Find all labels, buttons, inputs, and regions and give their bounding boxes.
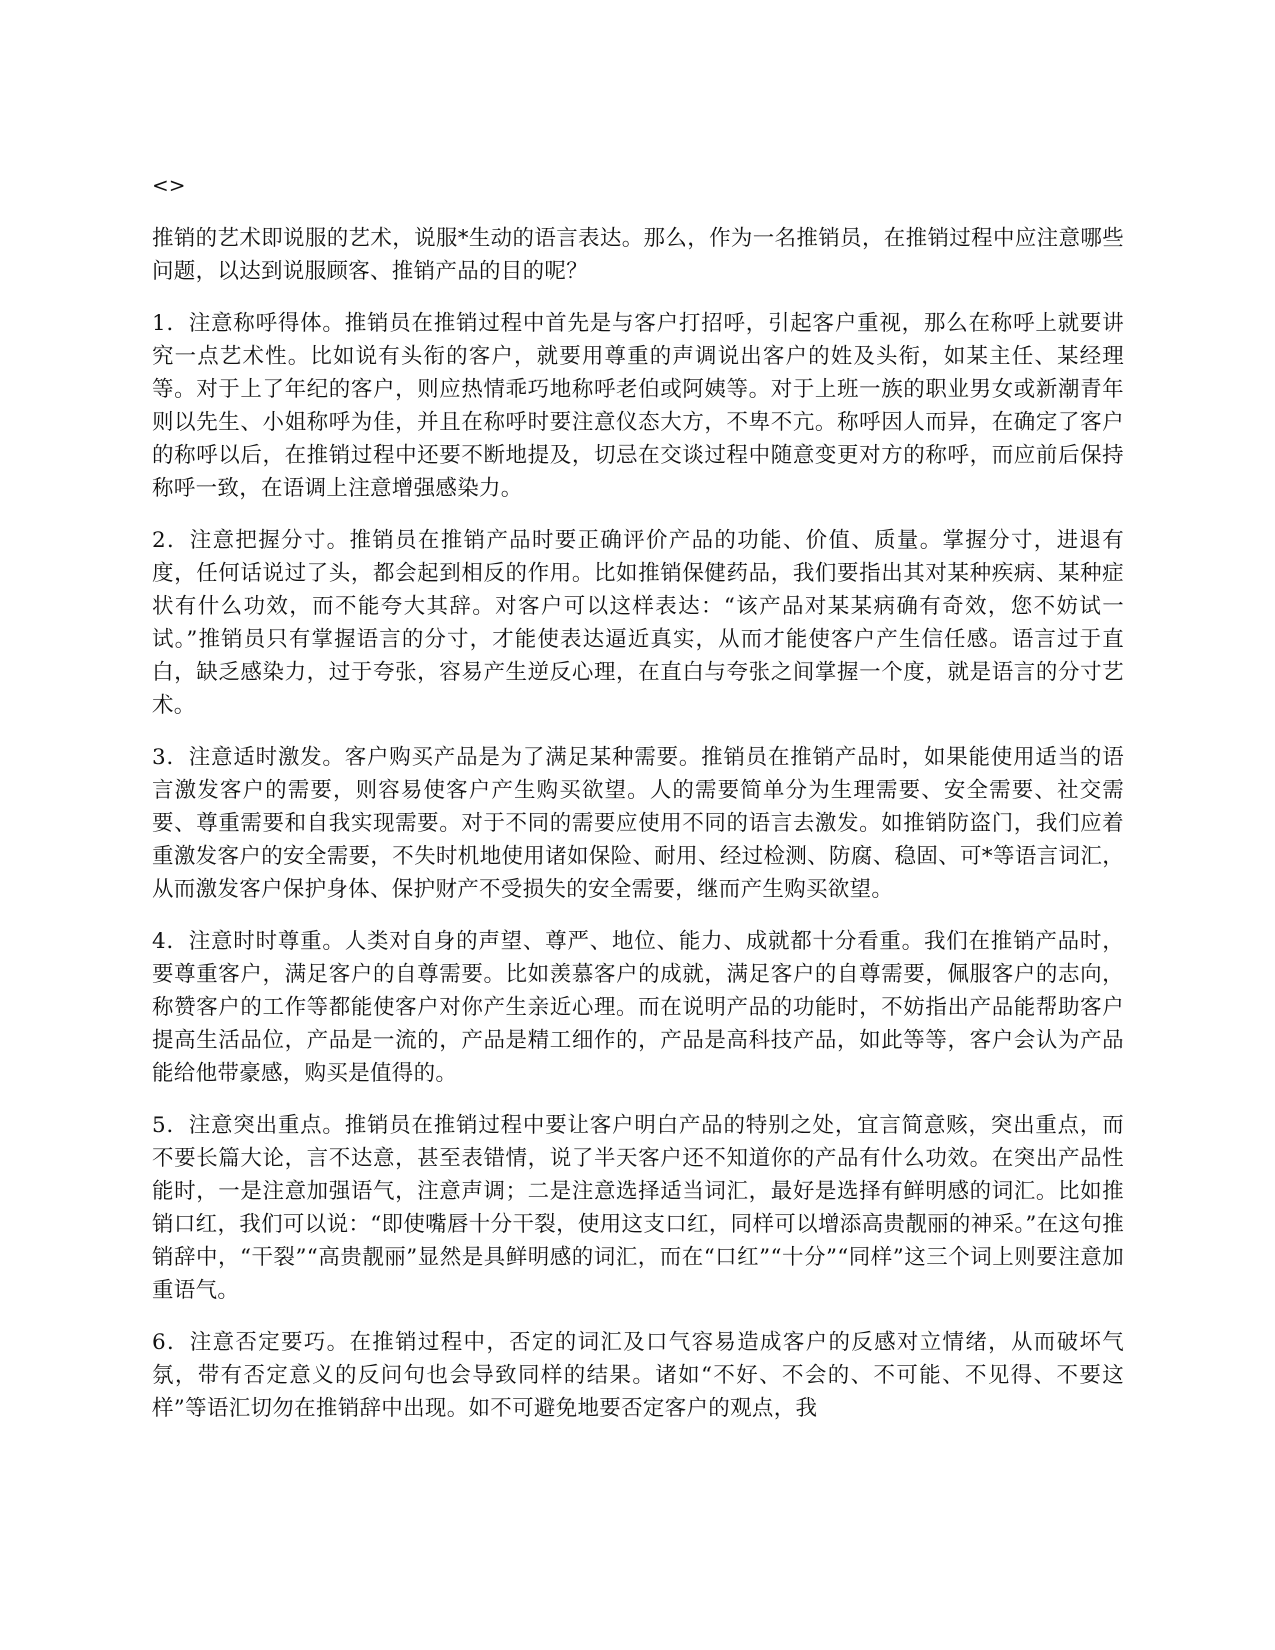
document-page: [152, 170, 1124, 1444]
header-mark: <>: [152, 173, 186, 197]
paragraph-5-emphasis: 5．注意突出重点。推销员在推销过程中要让客户明白产品的特别之处，宜言简意赅，突出重点，而不要长篇大论，言不达意，甚至表错情，说了半天客户还不知道你的产品有什么功效。在突出产品性能时，一是注意加强语气，注意声调；二是注意选择适当词汇，最好是选择有鲜明感的词汇。比如推销口红，我们可以说：“即使嘴唇十分干裂，使用这支口红，同样可以增添高贵靓丽的神采。”在这句推销辞中，“干裂”“高贵靓丽”显然是具鲜明感的词汇，而在“口红”“十分”“同样”这三个词上则要注意加重语气。: [152, 1113, 1124, 1303]
paragraph-1-address: 1．注意称呼得体。推销员在推销过程中首先是与客户打招呼，引起客户重视，那么在称呼上就要讲究一点艺术性。比如说有头衔的客户，就要用尊重的声调说出客户的姓及头衔，如某主任、某经理等。对于上了年纪的客户，则应热情乖巧地称呼老伯或阿姨等。对于上班一族的职业男女或新潮青年则以先生、小姐称呼为佳，并且在称呼时要注意仪态大方，不卑不亢。称呼因人而异，在确定了客户的称呼以后，在推销过程中还要不断地提及，切忌在交谈过程中随意变更对方的称呼，而应前后保持称呼一致，在语调上注意增强感染力。: [152, 311, 1124, 501]
paragraph-3-stimulate: 3．注意适时激发。客户购买产品是为了满足某种需要。推销员在推销产品时，如果能使用适当的语言激发客户的需要，则容易使客户产生购买欲望。人的需要简单分为生理需要、安全需要、社交需要、尊重需要和自我实现需要。对于不同的需要应使用不同的语言去激发。如推销防盗门，我们应着重激发客户的安全需要，不失时机地使用诸如保险、耐用、经过检测、防腐、稳固、可*等语言词汇，从而激发客户保护身体、保护财产不受损失的安全需要，继而产生购买欲望。: [152, 745, 1124, 902]
intro-paragraph: 推销的艺术即说服的艺术，说服*生动的语言表达。那么，作为一名推销员，在推销过程中应注意哪些问题，以达到说服顾客、推销产品的目的呢？: [152, 226, 1124, 284]
paragraph-6-negation: 6．注意否定要巧。在推销过程中，否定的词汇及口气容易造成客户的反感对立情绪，从而破坏气氛，带有否定意义的反问句也会导致同样的结果。诸如“不好、不会的、不可能、不见得、不要这样”等语汇切勿在推销辞中出现。如不可避免地要否定客户的观点，我: [152, 1330, 1124, 1421]
paragraph-4-respect: 4．注意时时尊重。人类对自身的声望、尊严、地位、能力、成就都十分看重。我们在推销产品时，要尊重客户，满足客户的自尊需要。比如羡慕客户的成就，满足客户的自尊需要，佩服客户的志向，称赞客户的工作等都能使客户对你产生亲近心理。而在说明产品的功能时，不妨指出产品能帮助客户提高生活品位，产品是一流的，产品是精工细作的，产品是高科技产品，如此等等，客户会认为产品能给他带豪感，购买是值得的。: [152, 929, 1124, 1086]
paragraph-2-measure: 2．注意把握分寸。推销员在推销产品时要正确评价产品的功能、价值、质量。掌握分寸，进退有度，任何话说过了头，都会起到相反的作用。比如推销保健药品，我们要指出其对某种疾病、某种症状有什么功效，而不能夸大其辞。对客户可以这样表达：“该产品对某某病确有奇效，您不妨试一试。”推销员只有掌握语言的分寸，才能使表达逼近真实，从而才能使客户产生信任感。语言过于直白，缺乏感染力，过于夸张，容易产生逆反心理，在直白与夸张之间掌握一个度，就是语言的分寸艺术。: [152, 528, 1124, 718]
